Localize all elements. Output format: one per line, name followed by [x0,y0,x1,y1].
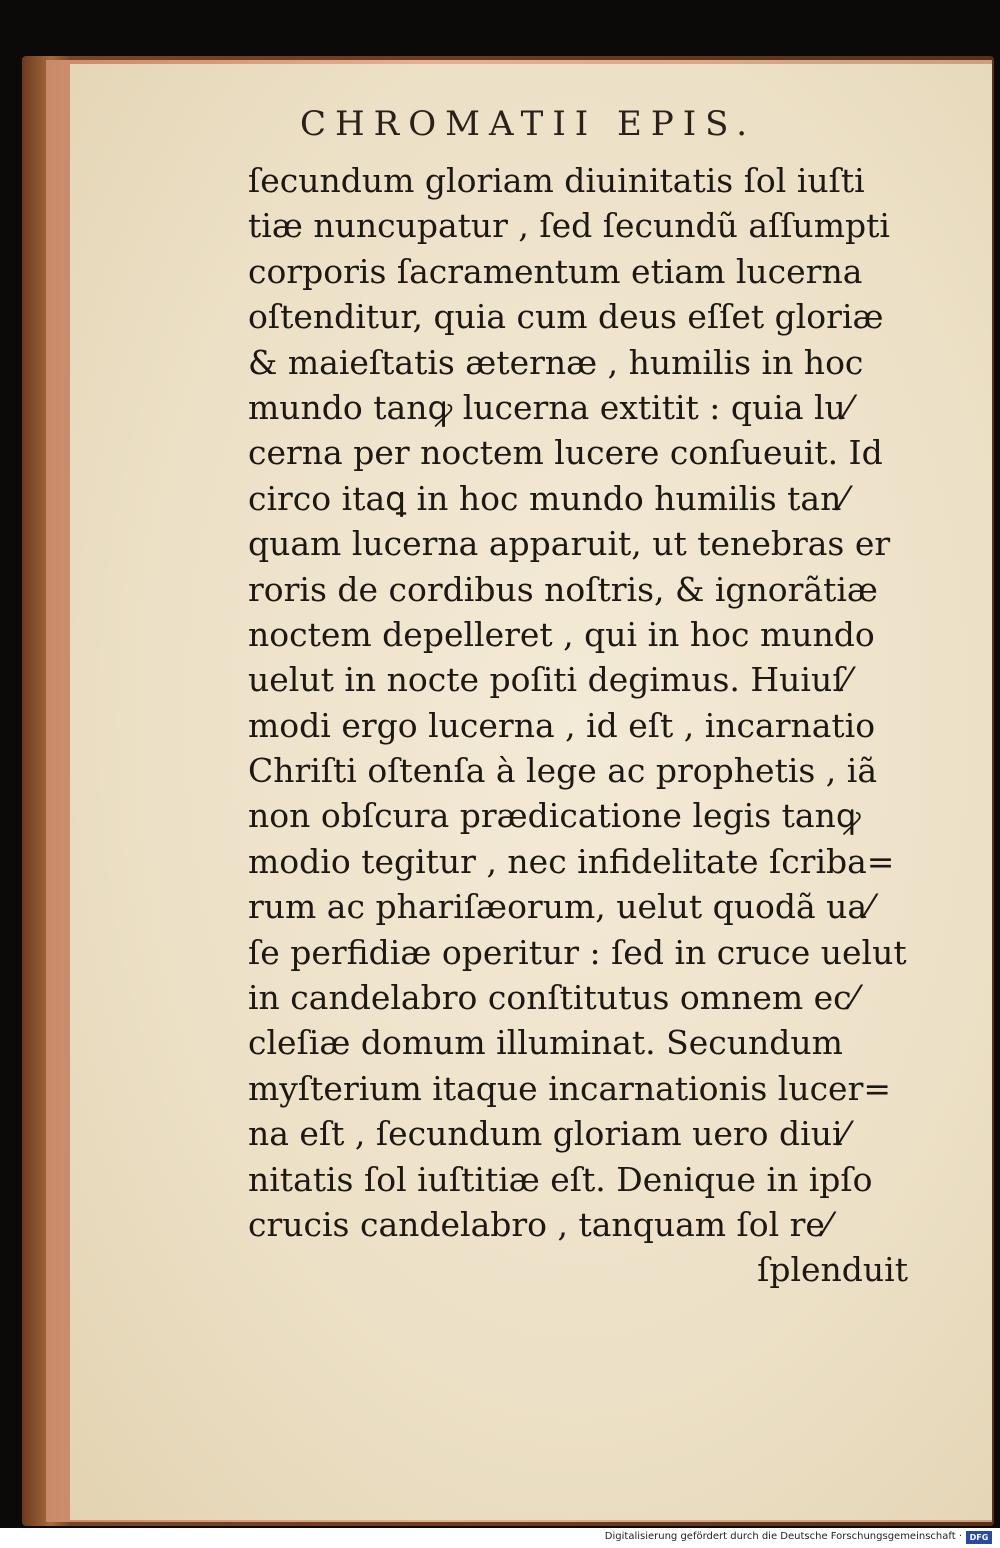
text-line: ſecundum gloriam diuinitatis ſol iuſti [248,161,865,200]
text-line: crucis candelabro , tanquam ſol re⁄ [248,1204,831,1244]
text-block [248,158,908,1293]
text-line: modi ergo lucerna , id eſt , incarnatio [248,705,876,745]
text-line: non obſcura prædicatione legis tanꝙ [248,796,861,836]
text-line: cleſiæ domum illuminat. Secundum [248,1023,843,1063]
running-header: CHROMATII EPIS. [300,104,757,144]
text-line: corporis ſacramentum etiam lucerna [248,251,863,291]
catchword: ſplenduit [757,1250,908,1290]
text-line: noctem depelleret , qui in hoc mundo [248,614,875,654]
text-line: in candelabro conſtitutus omnem ec⁄ [248,978,858,1018]
text-line: nitatis ſol iuſtitiæ eſt. Denique in ipſo [248,1159,873,1199]
text-line: cerna per noctem lucere conſueuit. Id [248,433,883,473]
text-line: na eſt , ſecundum gloriam uero diui⁄ [248,1114,849,1154]
text-line: myſterium itaque incarnationis lucer= [248,1068,892,1108]
text-line: tiæ nuncupatur , ſed ſecundũ aſſumpti [248,206,890,246]
text-line: Chriſti oſtenſa à lege ac prophetis , iã [248,751,878,791]
footer-credit: Digitalisierung gefördert durch die Deutsche Forschungsgemeinschaft · [604,1531,962,1542]
footer-bar [0,1528,1000,1548]
text-line: mundo tanꝙ lucerna extitit : quia lu⁄ [248,387,852,427]
text-line: uelut in nocte poſiti degimus. Huiuſ⁄ [248,660,850,700]
text-line: oſtenditur, quia cum deus eſſet gloriæ [248,297,884,337]
text-line: modio tegitur , nec infidelitate ſcriba= [248,841,895,881]
text-line: ſe perfidiæ operitur : ſed in cruce uelut [248,932,907,972]
text-line: quam lucerna apparuit, ut tenebras er [248,524,891,564]
text-line: rum ac phariſæorum, uelut quodã ua⁄ [248,887,873,927]
text-line: & maieſtatis æternæ , humilis in hoc [248,342,864,382]
text-line: circo itaꝗ in hoc mundo humilis tan⁄ [248,478,847,518]
text-line: roris de cordibus noſtris, & ignorãtiæ [248,569,878,609]
dfg-logo-icon: DFG [966,1531,992,1544]
